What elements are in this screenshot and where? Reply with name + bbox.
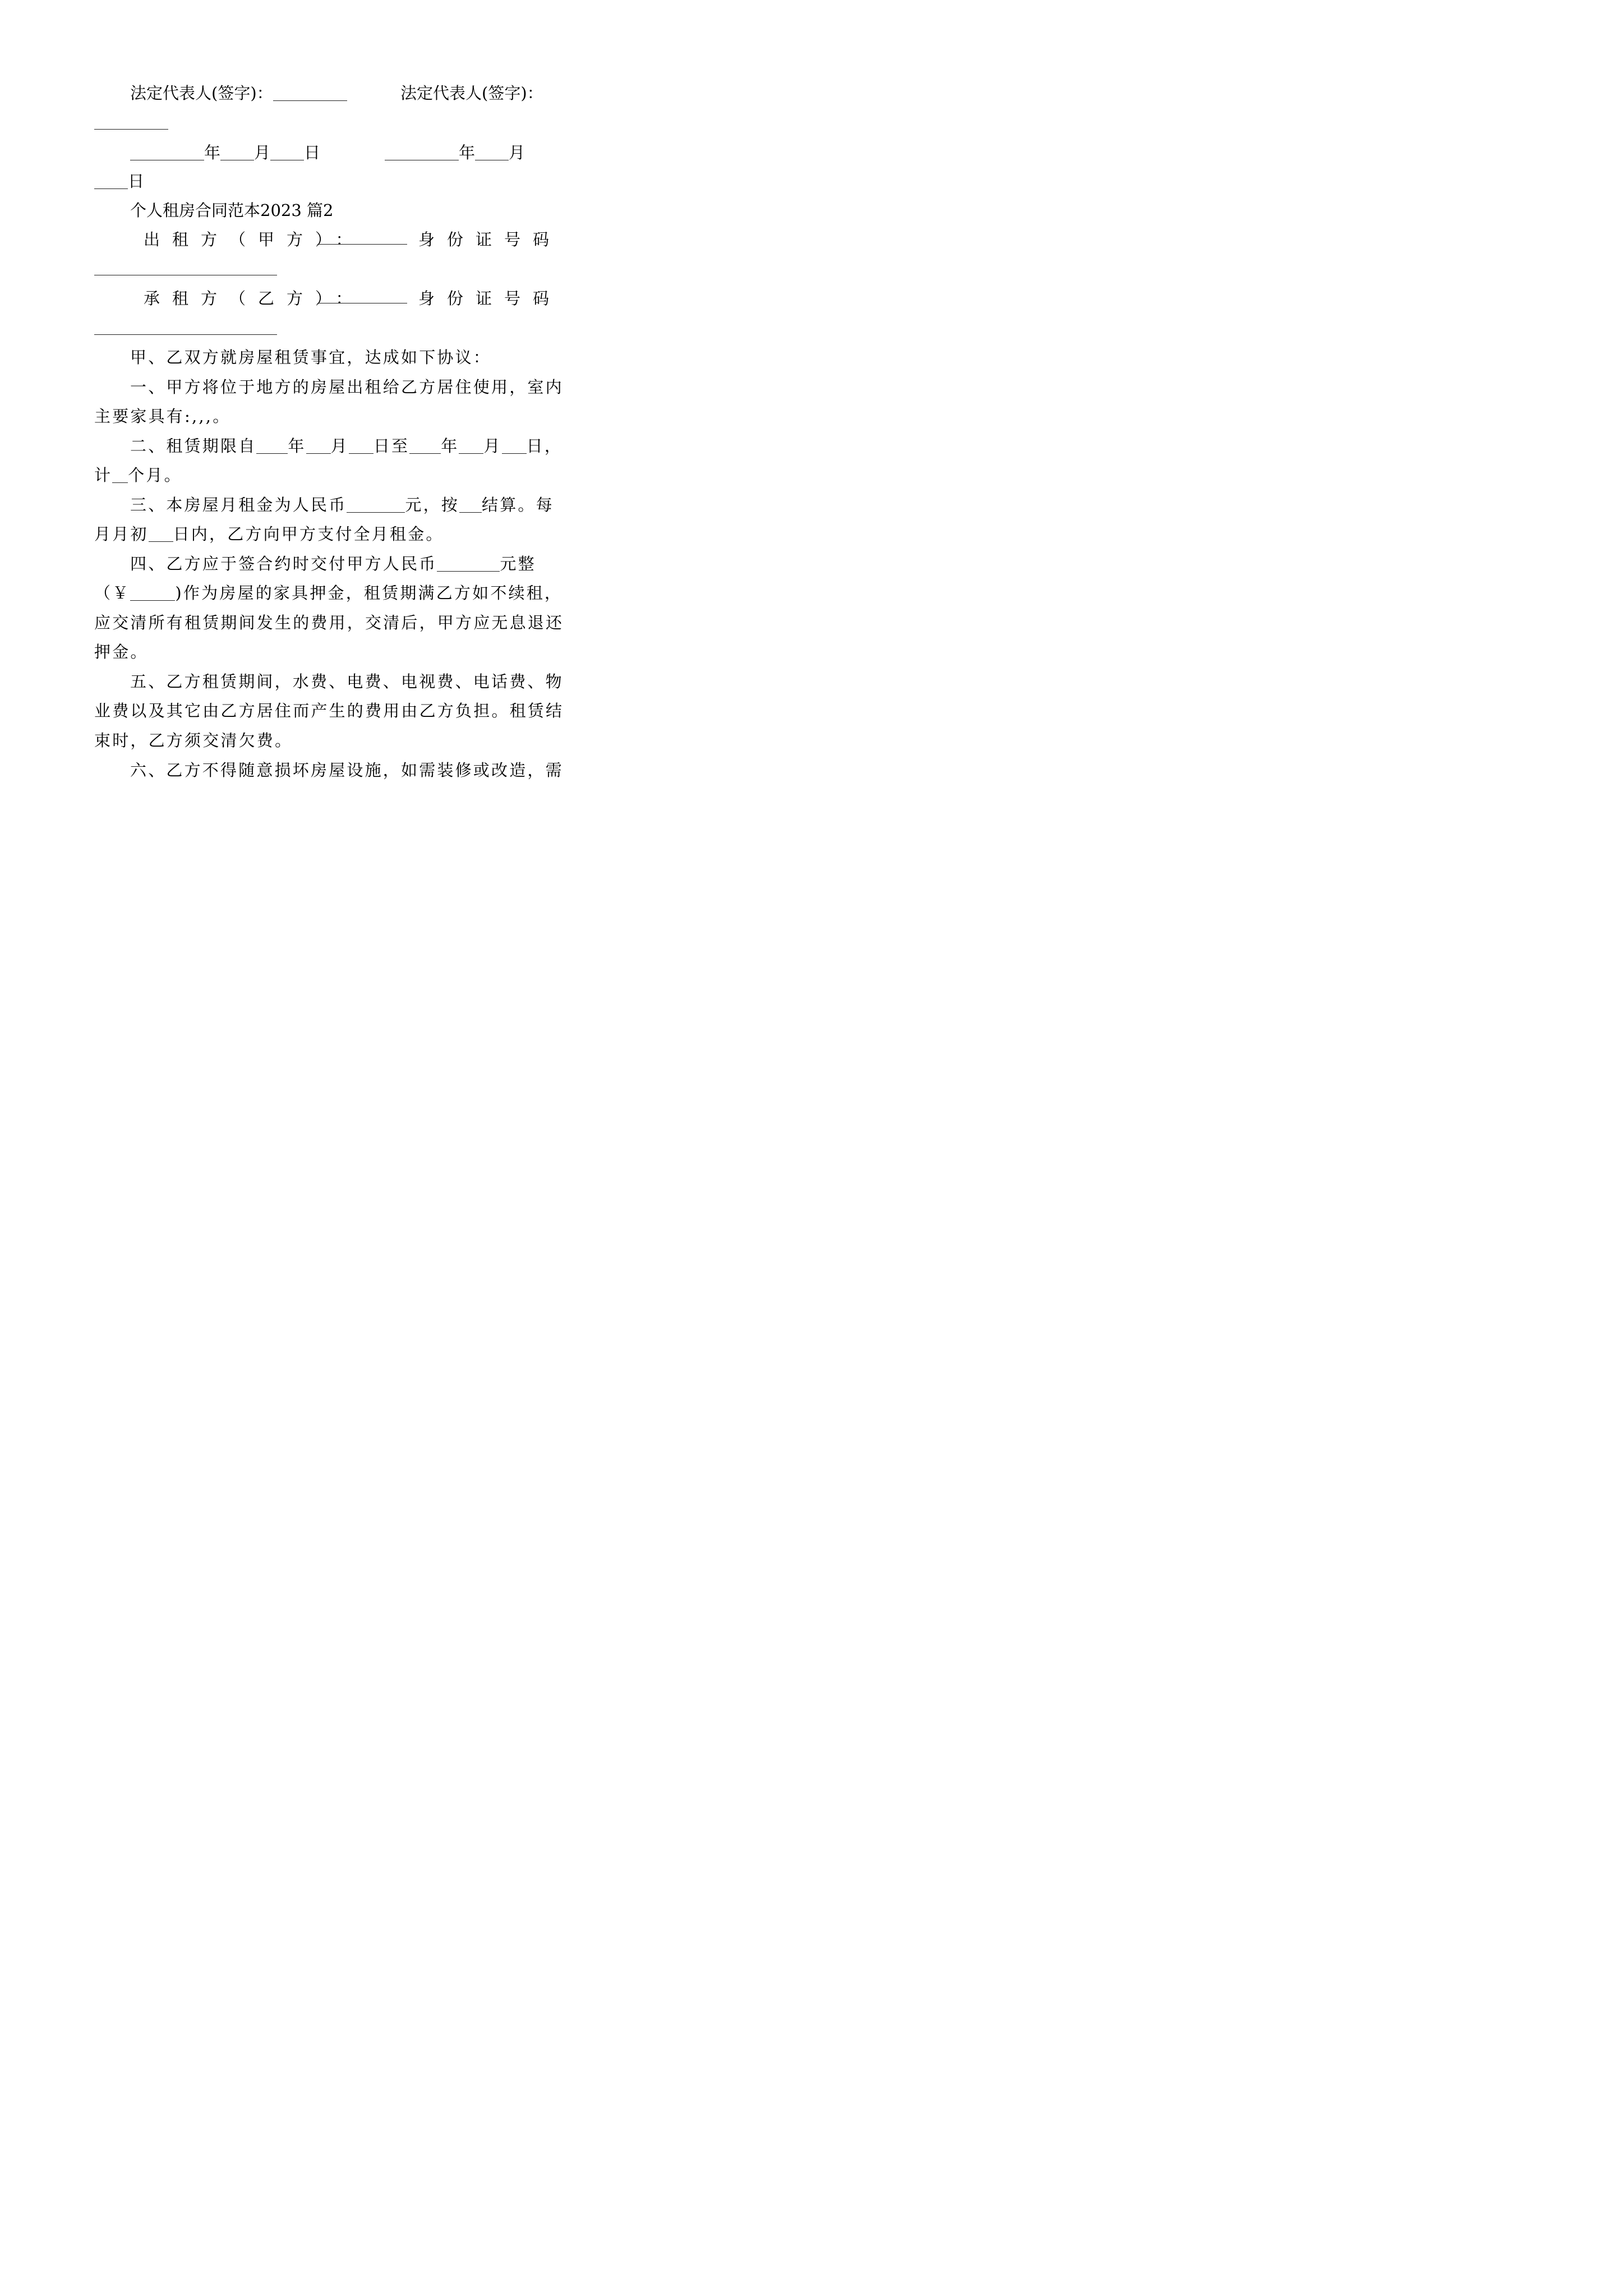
clause-text: 年 [288, 436, 306, 455]
clause-5-line-1 [130, 670, 564, 693]
day-blank [149, 527, 173, 542]
clause-text: 计 [94, 466, 113, 485]
clause-text: 元，按 [405, 495, 460, 514]
rent-amount-blank [347, 498, 405, 513]
clause-text: （￥ [94, 583, 131, 602]
document-page [0, 0, 617, 873]
lessor-name-blank [317, 244, 407, 245]
signature-left [130, 82, 347, 104]
clause-2-line-2 [94, 464, 182, 486]
lessor-id-label: 身份证号码 [418, 230, 562, 249]
date-year-label: 年 [204, 143, 221, 162]
clause-4-line-2 [94, 582, 562, 604]
clause-text: 四、乙方应于签合约时交付甲方人民币 [130, 554, 437, 573]
month-blank [306, 439, 331, 454]
clause-4-line-1 [130, 553, 536, 575]
clause-text: 押金。 [94, 642, 149, 661]
day-blank [502, 439, 527, 454]
lessee-id-blank [94, 334, 277, 335]
date-blank [270, 145, 304, 160]
date-day-label: 日 [304, 143, 321, 162]
clause-text: 月 [483, 436, 502, 455]
clause-text: 一、甲方将位于地方的房屋出租给乙方居住使用，室内 [130, 378, 564, 397]
lessor-label: 出租方（甲方）： [144, 230, 365, 249]
signature-right-date-day [94, 170, 144, 192]
clause-2-line-1 [130, 435, 562, 457]
clause-text: 个月。 [128, 466, 182, 485]
signature-left-label: 法定代表人(签字)： [130, 84, 273, 103]
lessee-label: 承租方（乙方）： [144, 289, 365, 308]
date-blank [475, 145, 509, 160]
clause-text: 日内，乙方向甲方支付全月租金。 [173, 524, 444, 544]
clause-text: 元整 [500, 554, 536, 573]
clause-1-line-1 [130, 376, 564, 398]
clause-text: 束时，乙方须交清欠费。 [94, 731, 293, 750]
date-blank [94, 174, 128, 189]
date-blank [220, 145, 254, 160]
deposit-amount-blank [437, 556, 500, 572]
clause-text: 月月初 [94, 524, 149, 544]
date-day-label: 日 [128, 172, 145, 191]
clause-text: 结算。每 [482, 495, 554, 514]
preamble-text: 甲、乙双方就房屋租赁事宜，达成如下协议： [130, 348, 492, 367]
month-blank [459, 439, 483, 454]
clause-text: 应交清所有租赁期间发生的费用，交清后，甲方应无息退还 [94, 613, 564, 632]
deposit-figure-blank [130, 586, 175, 601]
lessee-id-label-wrap [418, 287, 561, 310]
clause-text: 五、乙方租赁期间，水费、电费、电视费、电话费、物 [130, 672, 564, 691]
signature-left-blank [273, 86, 347, 101]
section-title [130, 199, 333, 222]
year-blank [409, 439, 441, 454]
clause-text: 六、乙方不得随意损坏房屋设施，如需装修或改造，需 [130, 761, 564, 780]
date-blank [385, 145, 459, 160]
clause-1-line-2 [94, 405, 230, 427]
year-blank [256, 439, 288, 454]
signature-right-label: 法定代表人(签字)： [400, 84, 543, 103]
date-month-label: 月 [509, 143, 525, 162]
date-blank [130, 145, 204, 160]
clause-5-line-3 [94, 729, 293, 752]
settlement-blank [459, 498, 482, 513]
clause-text: 二、租赁期限自 [130, 436, 257, 455]
date-month-label: 月 [254, 143, 271, 162]
clause-text: 业费以及其它由乙方居住而产生的费用由乙方负担。租赁结 [94, 701, 564, 720]
section-title-text: 个人租房合同范本2023 篇2 [130, 201, 334, 220]
preamble [130, 346, 491, 369]
clause-text: 年 [441, 436, 459, 455]
lessee-id-label: 身份证号码 [418, 289, 562, 308]
clause-4-line-3 [94, 611, 564, 634]
clause-text: 日至 [373, 436, 410, 455]
signature-right-blank [94, 129, 168, 130]
clause-text: 日， [526, 436, 563, 455]
day-blank [349, 439, 374, 454]
clause-4-line-4 [94, 641, 149, 663]
date-year-label: 年 [459, 143, 476, 162]
signature-left-date [130, 141, 320, 164]
lessor-id-label-wrap [418, 228, 561, 251]
clause-text: 三、本房屋月租金为人民币 [130, 495, 347, 514]
signature-right [400, 82, 543, 104]
lessee-line [144, 287, 365, 310]
clause-text: )作为房屋的家具押金，租赁期满乙方如不续租， [175, 583, 563, 602]
clause-3-line-1 [130, 494, 554, 516]
clause-text: 主要家具有:,,,。 [94, 407, 231, 426]
clause-6-line-1 [130, 759, 564, 781]
clause-5-line-2 [94, 700, 564, 722]
lessor-line [144, 228, 365, 251]
month-count-blank [112, 468, 128, 483]
signature-right-date [385, 141, 525, 164]
clause-text: 月 [330, 436, 349, 455]
clause-3-line-2 [94, 523, 444, 545]
